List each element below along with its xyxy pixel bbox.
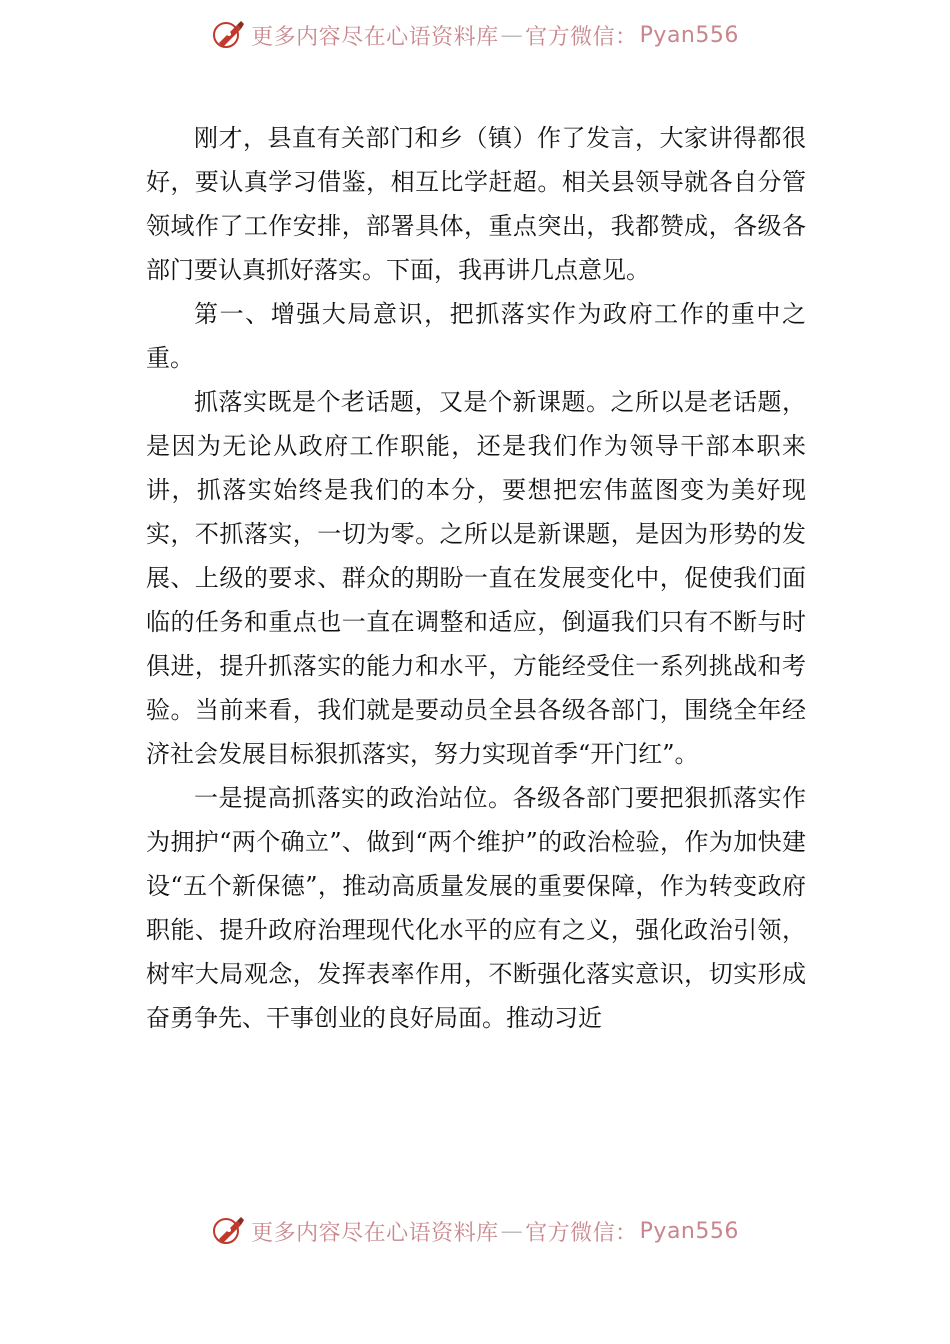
paragraph-4: 一是提高抓落实的政治站位。各级各部门要把狠抓落实作为拥护“两个确立”、做到“两个维护”的政治检验，作为加快建设“五个新保德”，推动高质量发展的重要保障，作为转变政府职能、提升政府治理现代化水平的应有之义，强化政治引领，树牢大局观念，发挥表率作用，不断强化落实意识，切实形成奋勇争先、干事创业的良好局面。推动习近 bbox=[146, 784, 806, 1032]
banner-main-text: 更多内容尽在心语资料库 bbox=[251, 24, 499, 50]
paragraph-3: 抓落实既是个老话题，又是个新课题。之所以是老话题，是因为无论从政府工作职能，还是我们作为领导干部本职来讲，抓落实始终是我们的本分，要想把宏伟蓝图变为美好现实，不抓落实，一切为零。之所以是新课题，是因为形势的发展、上级的要求、群众的期盼一直在发展变化中，促使我们面临的任务和重点也一直在调整和适应，倒逼我们只有不断与时俱进，提升抓落实的能力和水平，方能经受住一系列挑战和考验。当前来看，我们就是要动员全县各级各部门，围绕全年经济社会发展目标狠抓落实，努力实现首季“开门红”。 bbox=[146, 388, 806, 768]
banner-wechat-label: 官方微信： bbox=[525, 24, 638, 50]
banner-wechat-handle: Pyan556 bbox=[639, 1218, 739, 1244]
banner-separator: — bbox=[500, 22, 524, 48]
banner-wechat-handle: Pyan556 bbox=[639, 22, 739, 48]
paragraph-1: 刚才，县直有关部门和乡（镇）作了发言，大家讲得都很好，要认真学习借鉴，相互比学赶超。相关县领导就各自分管领域作了工作安排，部署具体，重点突出，我都赞成，各级各部门要认真抓好落实。下面，我再讲几点意见。 bbox=[146, 124, 806, 284]
banner-wechat-label: 官方微信： bbox=[525, 1220, 638, 1246]
header-watermark-banner bbox=[0, 15, 950, 55]
footer-watermark-banner bbox=[0, 1211, 950, 1251]
paragraph-2: 第一、增强大局意识，把抓落实作为政府工作的重中之重。 bbox=[146, 300, 806, 372]
pen-logo-icon bbox=[211, 17, 247, 53]
banner-main-text: 更多内容尽在心语资料库 bbox=[251, 1220, 499, 1246]
pen-logo-icon bbox=[211, 1213, 247, 1249]
document-body bbox=[146, 116, 806, 1040]
banner-separator: — bbox=[500, 1218, 524, 1244]
